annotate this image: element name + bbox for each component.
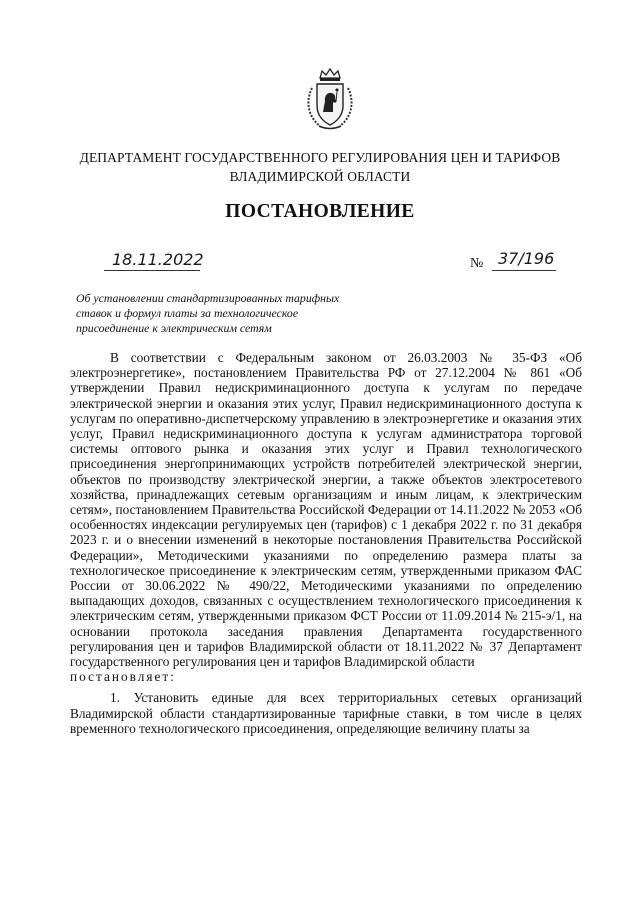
number-underline	[492, 270, 556, 271]
subject-line: присоединение к электрическим сетям	[76, 321, 272, 335]
clause-1-paragraph: 1. Установить единые для всех территориальных сетевых организаций Владимирской области стандартизированные тарифные ставки, в том числе в целях временного технологического присоединения, определяющие величину платы за	[70, 690, 582, 736]
document-number: 37/196	[498, 249, 555, 268]
number-sign: №	[470, 256, 484, 271]
department-name-line2: ВЛАДИМИРСКОЙ ОБЛАСТИ	[229, 169, 411, 184]
date-underline	[104, 270, 200, 271]
subject-line: Об установлении стандартизированных тарифных	[76, 291, 340, 305]
document-subject	[76, 291, 356, 336]
document-type-title: ПОСТАНОВЛЕНИЕ	[225, 201, 415, 222]
preamble-paragraph: В соответствии с Федеральным законом от 26.03.2003 № 35-ФЗ «Об электроэнергетике», постановлением Правительства РФ от 27.12.2004 № 861 «Об утверждении Правил недискриминационного доступа к услугам по передаче электрической энергии и оказания этих услуг, Правил недискриминационного доступа к услугам по оперативно-диспетчерскому управлению в электроэнергетике и оказания этих услуг, Правил недискриминационного доступа к услугам администратора торговой системы оптового рынка и оказания этих услуг и Правил технологического присоединения энергопринимающих устройств потребителей электрической энергии, объектов по производству электрической энергии, а также объектов электросетевого хозяйства, принадлежащих сетевым организациям и иным лицам, к электрическим сетям», постановлением Правительства Российской Федерации от 14.11.2022 № 2053 «Об особенностях индексации регулируемых цен (тарифов) с 1 декабря 2022 г. по 31 декабря 2023 г. и о внесении изменений в некоторые постановления Правительства Российской Федерации», Методическими указаниями по определению размера платы за технологическое присоединение к электрическим сетям, утвержденными приказом ФАС России от 30.06.2022 № 490/22, Методическими указаниями по определению выпадающих доходов, связанных с осуществлением технологического присоединения к электрическим сетям, утвержденными приказом ФСТ России от 11.09.2014 № 215-э/1, на основании протокола заседания правления Департамента государственного регулирования цен и тарифов Владимирской области от 18.11.2022 № 37 Департамент государственного регулирования цен и тарифов Владимирской области	[70, 350, 582, 670]
document-date: 18.11.2022	[112, 250, 204, 269]
vladimir-coat-of-arms-icon	[302, 68, 358, 132]
resolves-word: постановляет:	[70, 669, 176, 685]
document-body	[70, 350, 582, 736]
subject-line: ставок и формул платы за технологическое	[76, 306, 299, 320]
department-name-line1: ДЕПАРТАМЕНТ ГОСУДАРСТВЕННОГО РЕГУЛИРОВАНИЯ ЦЕН И ТАРИФОВ	[79, 150, 561, 165]
